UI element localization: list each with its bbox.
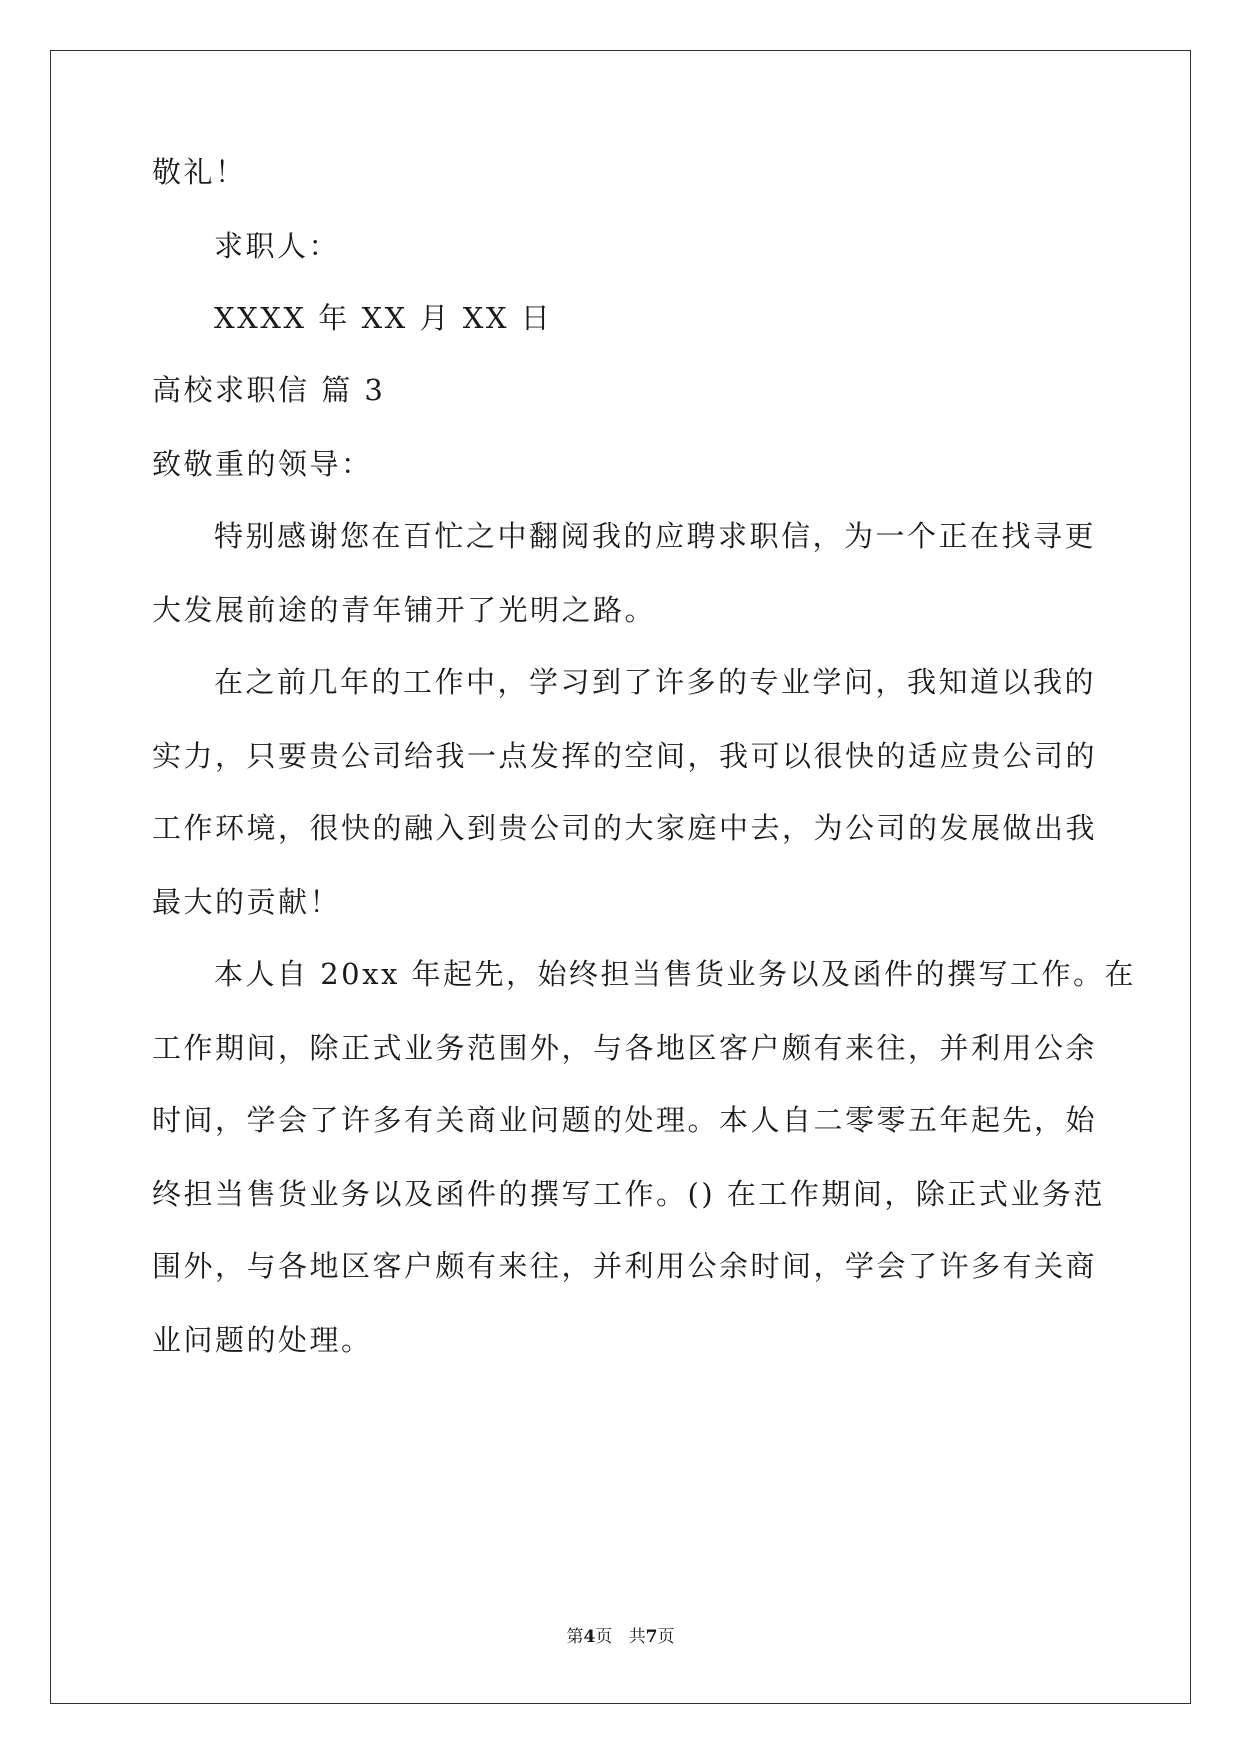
current-page-number: 4 (583, 1627, 596, 1647)
paragraph-1-line-1: 特别感谢您在百忙之中翻阅我的应聘求职信，为一个正在找寻更 (214, 519, 1097, 553)
paragraph-3-line-5: 围外，与各地区客户颇有来往，并利用公余时间，学会了许多有关商 (152, 1249, 1098, 1283)
paragraph-3-line-4: 终担当售货业务以及函件的撰写工作。() 在工作期间，除正式业务范 (152, 1177, 1105, 1211)
greeting: 致敬重的领导： (152, 447, 373, 481)
paragraph-2-line-1: 在之前几年的工作中，学习到了许多的专业学问，我知道以我的 (214, 665, 1097, 699)
footer-prefix: 第 (566, 1627, 584, 1647)
paragraph-2-line-3: 工作环境，很快的融入到贵公司的大家庭中去，为公司的发展做出我 (152, 811, 1098, 845)
footer-total-prefix: 共 (628, 1627, 646, 1647)
paragraph-3-line-3: 时间，学会了许多有关商业问题的处理。本人自二零零五年起先，始 (152, 1103, 1098, 1137)
date-line: XXXX 年 XX 月 XX 日 (214, 301, 553, 335)
footer-page-suffix: 页 (595, 1627, 613, 1647)
paragraph-1-line-2: 大发展前途的青年铺开了光明之路。 (152, 593, 657, 627)
paragraph-3-line-2: 工作期间，除正式业务范围外，与各地区客户颇有来往，并利用公余 (152, 1031, 1098, 1065)
signature-label: 求职人： (214, 229, 341, 263)
paragraph-3-line-6: 业问题的处理。 (152, 1323, 373, 1357)
total-page-number: 7 (645, 1627, 658, 1647)
section-heading: 高校求职信 篇 3 (152, 373, 386, 407)
paragraph-2-line-2: 实力，只要贵公司给我一点发挥的空间，我可以很快的适应贵公司的 (152, 739, 1098, 773)
paragraph-2-line-4: 最大的贡献！ (152, 885, 342, 919)
page-footer (0, 1626, 1241, 1648)
page-frame (50, 50, 1191, 1704)
footer-total-suffix: 页 (657, 1627, 675, 1647)
closing-salutation: 敬礼！ (152, 155, 247, 189)
paragraph-3-line-1: 本人自 20xx 年起先，始终担当售货业务以及函件的撰写工作。在 (214, 957, 1137, 991)
